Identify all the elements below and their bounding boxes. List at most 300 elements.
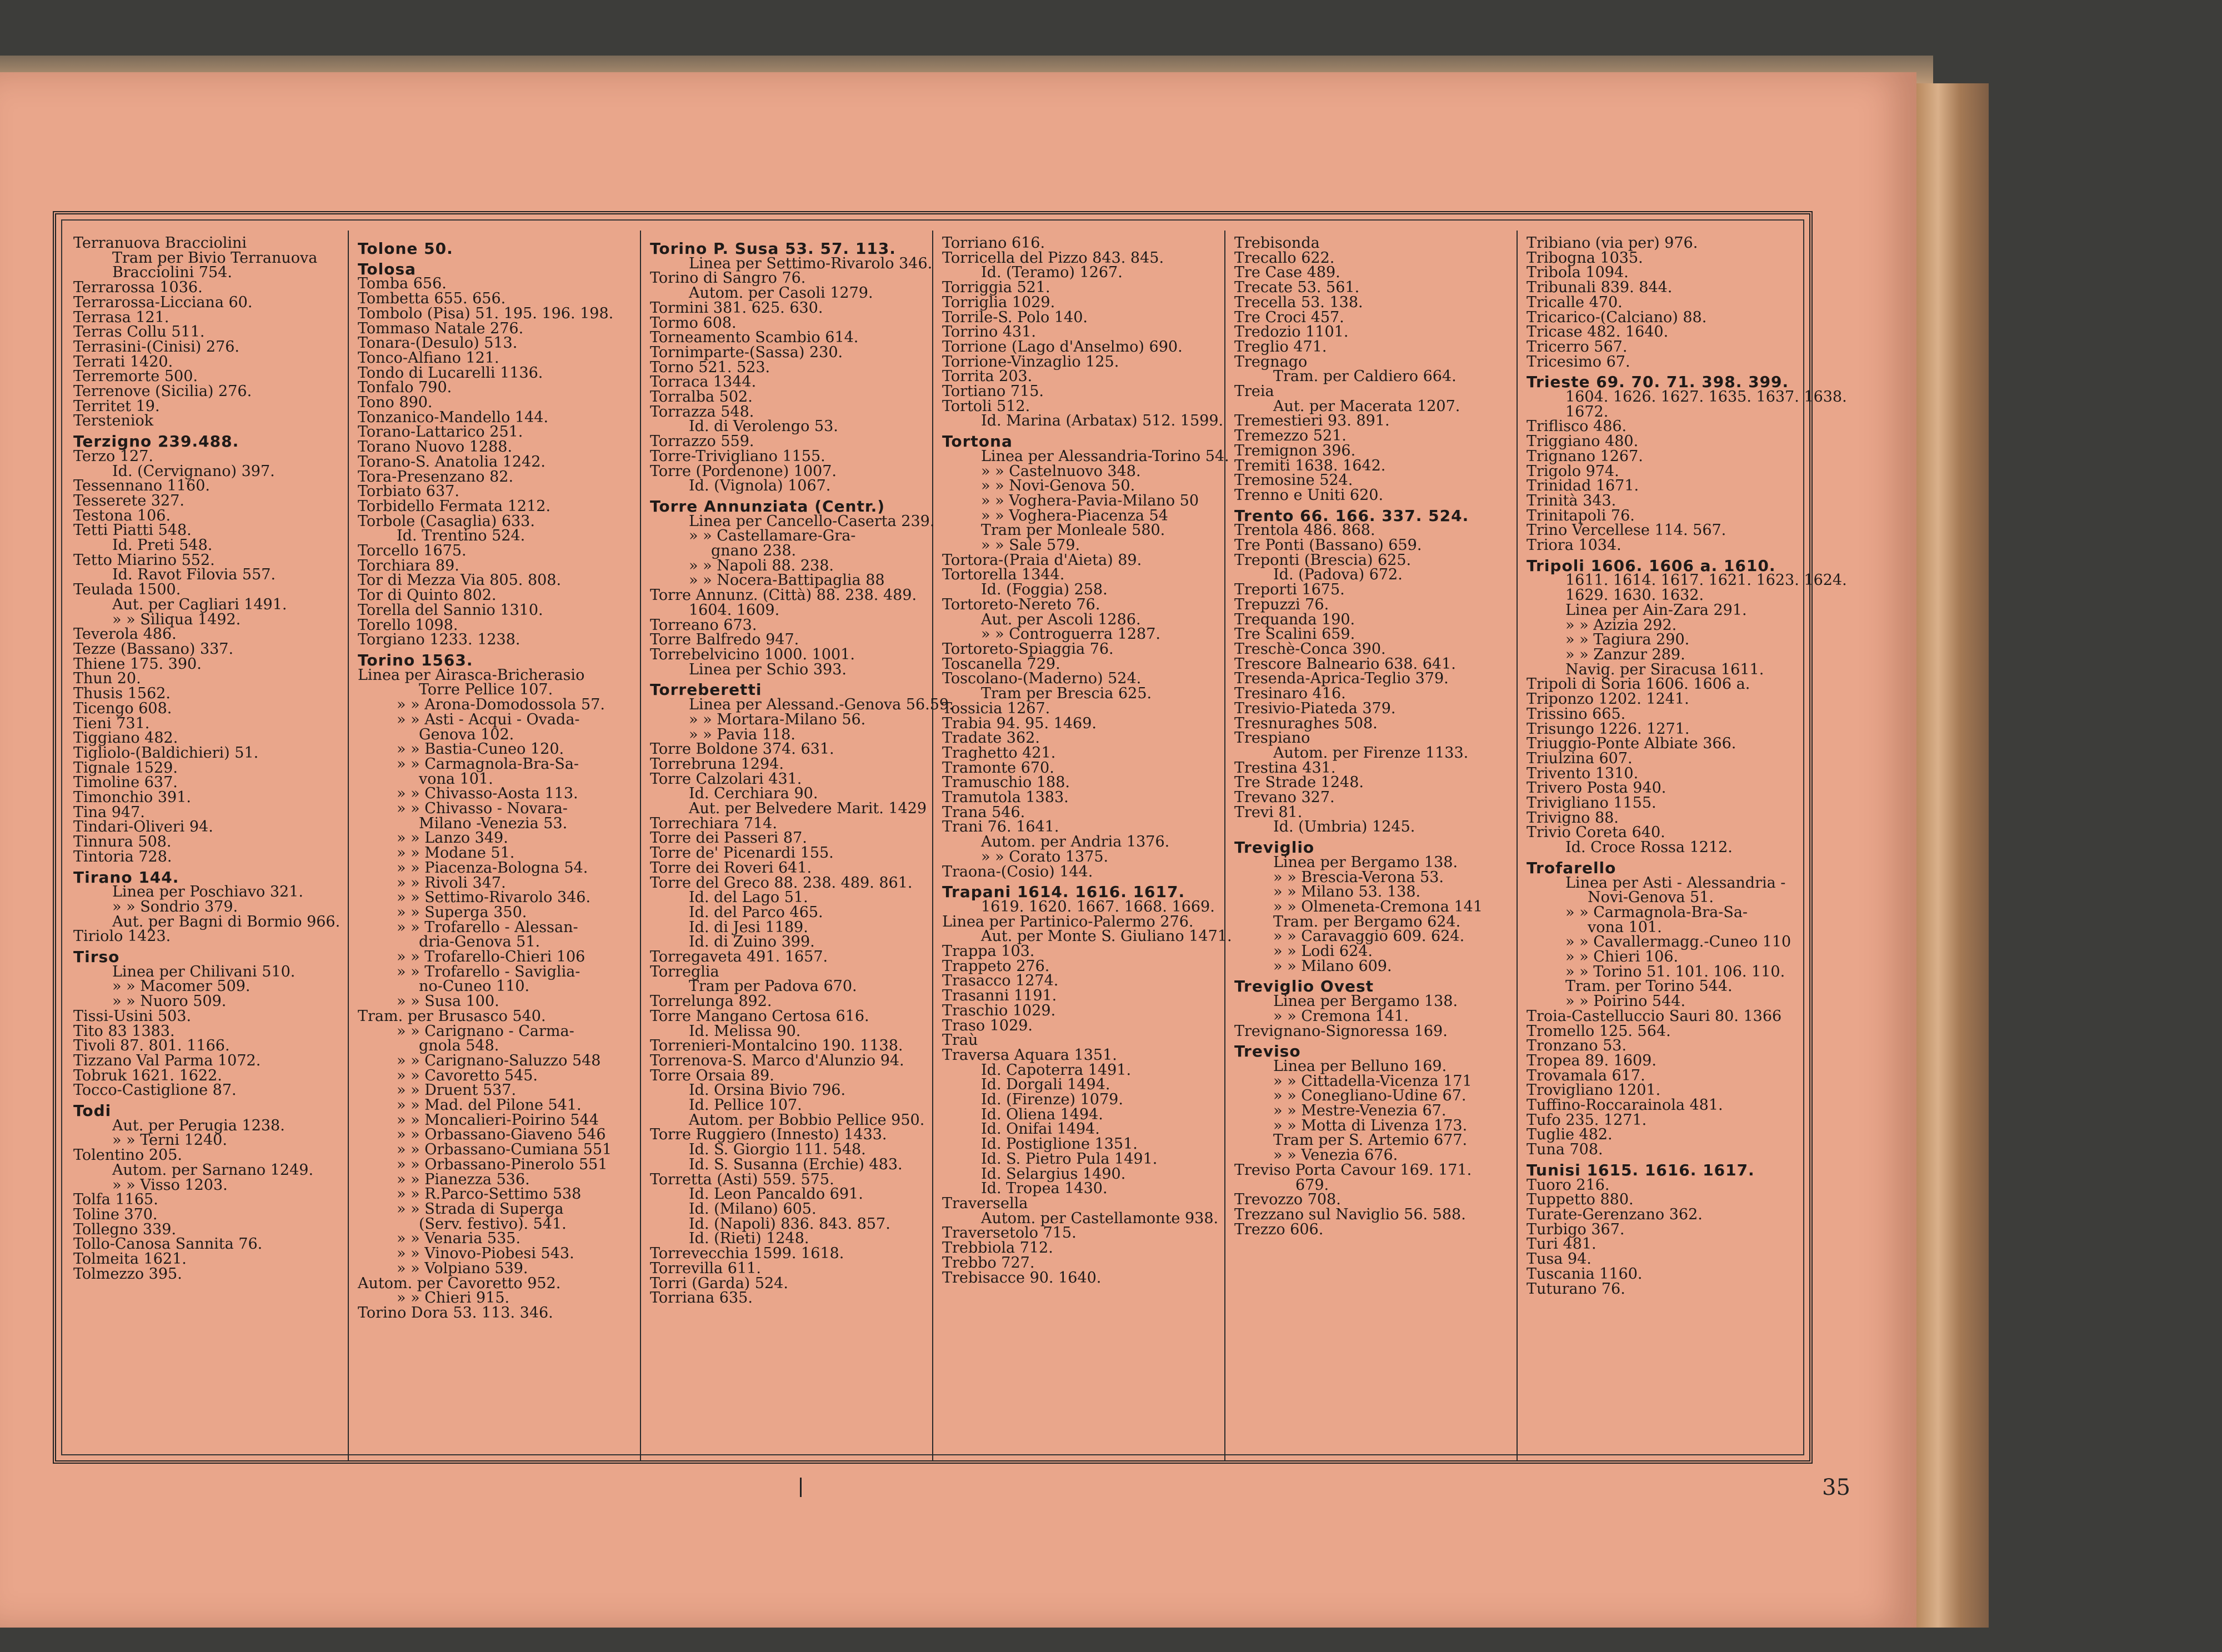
index-entry: Torraca 1344. <box>650 373 757 391</box>
index-entry: Tondo di Lucarelli 1136. <box>358 364 543 382</box>
index-entry: Id. (Milano) 605. <box>689 1200 817 1218</box>
index-entry: Linea per Settimo-Rivarolo 346. <box>689 254 933 272</box>
index-entry: Tina 947. <box>73 803 145 821</box>
index-entry: » » Cremona 141. <box>1273 1007 1409 1025</box>
index-entry: Torreano 673. <box>650 616 757 634</box>
index-entry: Id. (Foggia) 258. <box>981 581 1108 599</box>
index-entry: Torre-Trivigliano 1155. <box>650 447 825 465</box>
index-entry: Thun 20. <box>73 670 141 688</box>
index-entry: Linea per Schio 393. <box>689 660 847 678</box>
index-entry: Torre Boldone 374. 631. <box>650 740 834 758</box>
index-entry: » » Terni 1240. <box>112 1132 227 1149</box>
index-entry: Torrebelvicino 1000. 1001. <box>650 645 855 663</box>
index-entry: Id. Tropea 1430. <box>981 1180 1108 1198</box>
index-entry: » » Volpiano 539. <box>397 1259 528 1277</box>
index-entry: Trappeto 276. <box>942 957 1050 975</box>
index-entry: Timonchio 391. <box>73 789 191 807</box>
index-entry: » » Pavia 118. <box>689 725 795 743</box>
index-entry: Trecella 53. 138. <box>1234 293 1363 311</box>
index-entry: » » Cavoretto 545. <box>397 1067 538 1084</box>
index-entry: Traversella <box>942 1195 1028 1212</box>
index-entry: Terrasini-(Cinisi) 276. <box>73 338 240 356</box>
index-entry: Tram. per Caldiero 664. <box>1273 368 1457 386</box>
index-entry: Torano Nuovo 1288. <box>358 438 513 456</box>
index-entry: Toline 370. <box>73 1206 158 1223</box>
index-entry: Trequanda 190. <box>1234 610 1355 628</box>
index-entry: Tortoli 512. <box>942 397 1030 415</box>
index-entry: Torri (Garda) 524. <box>650 1274 788 1292</box>
index-entry: Torre Balfredo 947. <box>650 631 799 649</box>
index-heading: Treviglio <box>1234 838 1315 857</box>
index-entry: Trevignano-Signoressa 169. <box>1234 1022 1448 1040</box>
index-entry: Linea per Bergamo 138. <box>1273 993 1458 1010</box>
index-entry: Testona 106. <box>73 507 171 524</box>
index-entry: Trevi 81. <box>1234 803 1303 821</box>
index-entry: Id. Marina (Arbatax) 512. 1599. <box>981 412 1224 430</box>
index-entry: Tortoreto-Spiaggia 76. <box>942 640 1114 658</box>
index-entry: Torre dei Passeri 87. <box>650 829 807 847</box>
index-entry: Tropea 89. 1609. <box>1527 1052 1657 1069</box>
index-entry: » » Carmagnola-Bra-Sa- <box>397 755 579 773</box>
index-heading: Treviso <box>1234 1042 1301 1061</box>
index-entry: Tollegno 339. <box>73 1220 177 1238</box>
index-entry: Trezzo 606. <box>1234 1220 1324 1238</box>
index-entry: Trebisonda <box>1234 234 1320 252</box>
index-entry: Traschio 1029. <box>942 1002 1056 1019</box>
index-entry: Torino di Sangro 76. <box>650 269 806 287</box>
index-entry: Linea per Cancello-Caserta 239. <box>689 512 935 530</box>
index-heading: Tolone 50. <box>358 239 453 258</box>
index-entry: Tresenda-Aprica-Teglio 379. <box>1234 670 1449 688</box>
index-entry: Tremignon 396. <box>1234 442 1356 459</box>
index-entry: Torrenieri-Montalcino 190. 1138. <box>650 1037 903 1055</box>
index-entry: Tram. per Brusasco 540. <box>358 1007 546 1025</box>
index-entry: Tribola 1094. <box>1527 264 1629 282</box>
index-heading: Tirano 144. <box>73 868 179 887</box>
index-column-6 <box>1519 234 1847 1461</box>
index-entry: Torella del Sannio 1310. <box>358 601 543 619</box>
index-entry: » » Visso 1203. <box>112 1176 228 1194</box>
index-entry: Torre Ruggiero (Innesto) 1433. <box>650 1126 887 1144</box>
index-entry: Toscanella 729. <box>942 655 1060 673</box>
index-entry: Autom. per Casoli 1279. <box>689 284 873 302</box>
index-heading: Torino 1563. <box>358 650 473 669</box>
index-entry: Tribunali 839. 844. <box>1527 279 1673 297</box>
index-entry: » » Rivoli 347. <box>397 874 506 892</box>
index-entry: Torrione-Vinzaglio 125. <box>942 353 1119 371</box>
index-entry: » » Pianezza 536. <box>397 1170 530 1188</box>
index-heading: Torino P. Susa 53. 57. 113. <box>650 239 896 258</box>
index-entry: Aut. per Ascoli 1286. <box>981 610 1141 628</box>
index-entry: Tricase 482. 1640. <box>1527 323 1669 341</box>
column-divider <box>640 231 641 1461</box>
index-entry: Trasanni 1191. <box>942 987 1057 1005</box>
index-entry: Linea per Bergamo 138. <box>1273 853 1458 871</box>
index-entry: Tora-Presenzano 82. <box>358 468 514 485</box>
index-heading: Terzigno 239.488. <box>73 432 239 451</box>
index-entry: Tonara-(Desulo) 513. <box>358 334 518 352</box>
index-entry: Terzo 127. <box>73 447 153 465</box>
index-entry: » » Orbassano-Cumiana 551 <box>397 1141 612 1159</box>
index-entry: Tortorella 1344. <box>942 566 1065 584</box>
index-entry: Torregaveta 491. 1657. <box>650 948 828 966</box>
index-entry: Id. Oliena 1494. <box>981 1105 1103 1123</box>
index-entry: Linea per Ain-Zara 291. <box>1565 601 1747 619</box>
index-entry: Trani 76. 1641. <box>942 818 1059 836</box>
index-entry: Trigolo 974. <box>1527 462 1619 480</box>
index-entry: Torno 521. 523. <box>650 358 770 376</box>
index-entry: Tram. per Bergamo 624. <box>1273 913 1461 930</box>
index-entry: Linea per Alessand.-Genova 56.59. <box>689 696 954 714</box>
page-number: 35 <box>1822 1475 1850 1500</box>
index-entry: » » Conegliano-Udine 67. <box>1273 1087 1467 1105</box>
index-entry: Navig. per Siracusa 1611. <box>1565 660 1764 678</box>
index-entry: » » Motta di Livenza 173. <box>1273 1117 1468 1134</box>
index-entry: Trappa 103. <box>942 943 1035 960</box>
index-entry: Tramutola 1383. <box>942 789 1069 807</box>
index-entry: Tito 83 1383. <box>73 1022 175 1040</box>
index-entry: Torcello 1675. <box>358 542 467 560</box>
index-entry: Trivento 1310. <box>1527 764 1639 782</box>
index-entry: » » Azizia 292. <box>1565 616 1677 634</box>
index-entry: Trebbo 727. <box>942 1254 1035 1271</box>
index-entry: Tommaso Natale 276. <box>358 319 524 337</box>
index-entry: Trentola 486. 868. <box>1234 522 1375 539</box>
index-entry: Tuscania 1160. <box>1527 1265 1643 1283</box>
index-heading: Torre Annunziata (Centr.) <box>650 497 885 515</box>
index-entry: Id. Selargius 1490. <box>981 1165 1126 1183</box>
index-entry: Id. di Jesi 1189. <box>689 918 808 936</box>
index-entry: Tolentino 205. <box>73 1147 183 1164</box>
index-entry: » » Venezia 676. <box>1273 1147 1398 1164</box>
index-entry: » » Moncalieri-Poirino 544 <box>397 1111 599 1129</box>
index-entry: » » Sondrio 379. <box>112 898 238 915</box>
index-entry: Torbole (Casaglia) 633. <box>358 512 535 530</box>
index-entry: Tolmeita 1621. <box>73 1250 187 1268</box>
index-entry: Tuna 708. <box>1527 1141 1603 1159</box>
index-entry: Linea per Belluno 169. <box>1273 1057 1447 1075</box>
index-entry: Torino Dora 53. 113. 346. <box>358 1304 553 1321</box>
index-entry: Id. Croce Rossa 1212. <box>1565 839 1733 857</box>
index-entry: Tradate 362. <box>942 729 1040 747</box>
index-entry: Torre del Greco 88. 238. 489. 861. <box>650 874 913 892</box>
index-entry: Tuppetto 880. <box>1527 1191 1634 1209</box>
index-entry: Aut. per Belvedere Marit. 1429 <box>689 800 927 818</box>
index-entry: Traù <box>942 1032 978 1049</box>
index-entry: vona 101. <box>419 770 493 788</box>
index-entry: Linea per Chilivani 510. <box>112 963 296 980</box>
index-entry: Torneamento Scambio 614. <box>650 329 859 347</box>
index-entry: Ticengo 608. <box>73 699 172 717</box>
index-entry: Tram per Bivio Terranuova <box>112 249 318 267</box>
index-entry: Terrarossa 1036. <box>73 279 203 297</box>
index-entry: Tormini 381. 625. 630. <box>650 299 823 317</box>
index-entry: Torrino 431. <box>942 323 1036 341</box>
index-entry: » » Mortara-Milano 56. <box>689 710 866 728</box>
index-entry: Novi-Genova 51. <box>1588 889 1714 907</box>
index-entry: Teverola 486. <box>73 625 177 643</box>
index-entry: Torriana 635. <box>650 1289 753 1307</box>
index-entry: Tortiano 715. <box>942 383 1044 401</box>
index-entry: Tregnago <box>1234 353 1308 371</box>
index-entry: Trescore Balneario 638. 641. <box>1234 655 1456 673</box>
index-entry: Id. di Zuino 399. <box>689 933 815 951</box>
index-entry: Linea per Alessandria-Torino 54. <box>981 447 1229 465</box>
index-entry: » » Cavallermagg.-Cuneo 110 <box>1565 933 1791 951</box>
index-entry: dria-Genova 51. <box>419 933 541 951</box>
index-entry: » » Siliqua 1492. <box>112 610 241 628</box>
index-entry: Tivoli 87. 801. 1166. <box>73 1037 230 1055</box>
index-entry: Tramonte 670. <box>942 759 1054 777</box>
index-entry: Linea per Partinico-Palermo 276. <box>942 913 1194 930</box>
index-entry: Bracciolini 754. <box>112 264 232 282</box>
index-entry: Id. Onifai 1494. <box>981 1120 1100 1138</box>
index-entry: Tomba 656. <box>358 275 447 293</box>
index-entry: Tetti Piatti 548. <box>73 522 192 539</box>
index-entry: Tortoreto-Nereto 76. <box>942 595 1100 613</box>
index-entry: » » Mad. del Pilone 541. <box>397 1097 582 1114</box>
index-entry: » » Susa 100. <box>397 993 499 1010</box>
index-entry: Trebbiola 712. <box>942 1239 1053 1257</box>
index-entry: » » Piacenza-Bologna 54. <box>397 859 588 877</box>
index-entry: » » Voghera-Pavia-Milano 50 <box>981 492 1199 509</box>
index-entry: Tolfa 1165. <box>73 1191 158 1209</box>
index-entry: Trinitapoli 76. <box>1527 507 1635 524</box>
index-entry: Treponti (Brescia) 625. <box>1234 551 1412 569</box>
index-entry: Torre Annunz. (Città) 88. 238. 489. <box>650 587 917 604</box>
index-entry: Traona-(Cosio) 144. <box>942 863 1093 880</box>
index-entry: Triggiano 480. <box>1527 433 1639 450</box>
index-entry: Torrenova-S. Marco d'Alunzio 94. <box>650 1052 904 1069</box>
index-entry: Trevozzo 708. <box>1234 1191 1341 1209</box>
index-entry: » » Druent 537. <box>397 1082 517 1099</box>
index-entry: Teulada 1500. <box>73 581 181 599</box>
index-entry: Torbidello Fermata 1212. <box>358 497 551 515</box>
index-entry: » » Zanzur 289. <box>1565 645 1685 663</box>
index-entry: » » Novi-Genova 50. <box>981 477 1135 495</box>
index-entry: Terras Collu 511. <box>73 323 205 341</box>
index-entry: Tocco-Castiglione 87. <box>73 1082 237 1099</box>
index-entry: Treporti 1675. <box>1234 581 1345 599</box>
column-divider <box>1517 231 1518 1461</box>
index-entry: gnano 238. <box>711 542 797 560</box>
index-entry: Terrati 1420. <box>73 353 173 371</box>
index-entry: Torrita 203. <box>942 368 1033 386</box>
index-entry: Tromello 125. 564. <box>1527 1022 1671 1040</box>
index-entry: Tornimparte-(Sassa) 230. <box>650 343 843 361</box>
index-entry: Tre Case 489. <box>1234 264 1340 282</box>
index-entry: Territet 19. <box>73 397 160 415</box>
index-entry: Tigliolo-(Baldichieri) 51. <box>73 744 259 762</box>
index-entry: » » Poirino 544. <box>1565 993 1686 1010</box>
index-entry: Troia-Castelluccio Sauri 80. 1366 <box>1527 1007 1782 1025</box>
index-entry: Triora 1034. <box>1527 537 1622 554</box>
index-entry: Trestina 431. <box>1234 759 1336 777</box>
column-divider <box>348 231 349 1461</box>
index-entry: Tiggiano 482. <box>73 729 178 747</box>
index-entry: Trespiano <box>1234 729 1310 747</box>
index-entry: Autom. per Sarnano 1249. <box>112 1161 314 1179</box>
index-entry: Id. (Rieti) 1248. <box>689 1230 809 1248</box>
index-entry: Trinidad 1671. <box>1527 477 1639 495</box>
index-entry: » » Mestre-Venezia 67. <box>1273 1102 1447 1120</box>
index-entry: Id. Ravot Filovia 557. <box>112 566 276 584</box>
index-entry: Tono 890. <box>358 394 433 412</box>
index-entry: » » Cittadella-Vicenza 171 <box>1273 1072 1472 1090</box>
index-entry: 1619. 1620. 1667. 1668. 1669. <box>981 898 1215 915</box>
index-entry: Tindari-Oliveri 94. <box>73 818 213 836</box>
index-entry: Tonfalo 790. <box>358 379 452 397</box>
index-entry: Torano-Lattarico 251. <box>358 423 523 441</box>
index-entry: Tuturano 76. <box>1527 1280 1625 1298</box>
index-entry: Turbigo 367. <box>1527 1220 1625 1238</box>
index-entry: Torre Calzolari 431. <box>650 770 802 788</box>
index-heading: Trieste 69. 70. 71. 398. 399. <box>1527 373 1789 392</box>
index-entry: » » Chivasso - Novara- <box>397 800 568 818</box>
index-entry: Tremiti 1638. 1642. <box>1234 457 1386 474</box>
column-divider <box>932 231 933 1461</box>
index-entry: Triuggio-Ponte Albiate 366. <box>1527 735 1736 753</box>
index-entry: Torrevecchia 1599. 1618. <box>650 1245 844 1263</box>
index-entry: Milano -Venezia 53. <box>419 814 568 832</box>
index-entry: Id. Leon Pancaldo 691. <box>689 1185 863 1203</box>
index-entry: Tetto Miarino 552. <box>73 551 215 569</box>
index-entry: Torano-S. Anatolia 1242. <box>358 453 546 470</box>
index-entry: Autom. per Firenze 1133. <box>1273 744 1469 762</box>
index-entry: Treglio 471. <box>1234 338 1327 356</box>
book-page-edge <box>1916 83 1989 1628</box>
index-entry: Tram per Padova 670. <box>689 978 857 995</box>
index-entry: » » Carignano - Carma- <box>397 1022 574 1040</box>
index-entry: Id. Dorgali 1494. <box>981 1076 1110 1094</box>
index-entry: Aut. per Macerata 1207. <box>1273 397 1460 415</box>
index-entry: Tredozio 1101. <box>1234 323 1349 341</box>
index-column-3 <box>642 236 954 1461</box>
index-entry: Trezzano sul Naviglio 56. 588. <box>1234 1206 1466 1223</box>
index-entry: Tormo 608. <box>650 314 737 332</box>
index-entry: (Serv. festivo). 541. <box>419 1215 567 1233</box>
index-entry: Id. Pellice 107. <box>689 1097 802 1114</box>
index-entry: Torbiato 637. <box>358 483 459 500</box>
index-entry: Torre de' Picenardi 155. <box>650 844 834 862</box>
index-entry: Genova 102. <box>419 725 514 743</box>
index-entry: Linea per Poschiavo 321. <box>112 883 303 901</box>
index-entry: Tersteniok <box>73 412 154 430</box>
index-column-2 <box>350 236 627 1461</box>
index-entry: Terrarossa-Licciana 60. <box>73 293 253 311</box>
index-entry: Terrasa 121. <box>73 308 169 326</box>
index-entry: Triponzo 1202. 1241. <box>1527 690 1689 708</box>
index-entry: Tonco-Alfiano 121. <box>358 349 499 367</box>
index-entry: Tezze (Bassano) 337. <box>73 640 234 658</box>
index-entry: » » Napoli 88. 238. <box>689 557 834 574</box>
index-entry: Torrechiara 714. <box>650 814 777 832</box>
index-entry: Tram per Brescia 625. <box>981 685 1152 703</box>
index-entry: Tolmezzo 395. <box>73 1265 182 1283</box>
index-entry: Tram. per Torino 544. <box>1565 978 1733 995</box>
index-entry: Trissino 665. <box>1527 705 1626 723</box>
index-entry: Tricerro 567. <box>1527 338 1628 356</box>
index-entry: Terrenove (Sicilia) 276. <box>73 383 252 401</box>
index-entry: Traghetto 421. <box>942 744 1056 762</box>
index-entry: 1611. 1614. 1617. 1621. 1623. 1624. <box>1565 572 1847 589</box>
index-entry: » » Strada di Superga <box>397 1200 564 1218</box>
index-heading: Torreberetti <box>650 680 762 699</box>
index-entry: Treschè-Conca 390. <box>1234 640 1386 658</box>
index-heading: Tortona <box>942 432 1013 451</box>
index-entry: Tossicia 1267. <box>942 699 1050 717</box>
index-entry: » » Arona-Domodossola 57. <box>397 696 605 714</box>
index-heading: Trento 66. 166. 337. 524. <box>1234 506 1469 525</box>
index-entry: Torre Orsaia 89. <box>650 1067 774 1084</box>
index-entry: Tricalle 470. <box>1527 293 1623 311</box>
index-entry: Id. Capoterra 1491. <box>981 1061 1132 1079</box>
index-entry: Traso 1029. <box>942 1017 1033 1034</box>
index-entry: Treviso Porta Cavour 169. 171. <box>1234 1161 1472 1179</box>
index-entry: Tre Strade 1248. <box>1234 774 1364 792</box>
index-entry: Tintoria 728. <box>73 848 172 865</box>
index-entry: » » Settimo-Rivarolo 346. <box>397 889 591 907</box>
index-entry: Torre Mangano Certosa 616. <box>650 1007 869 1025</box>
index-entry: » » Trofarello-Chieri 106 <box>397 948 585 966</box>
index-entry: » » Vinovo-Piobesi 543. <box>397 1245 574 1263</box>
index-entry: Tignale 1529. <box>73 759 178 777</box>
index-entry: » » Carmagnola-Bra-Sa- <box>1565 903 1748 921</box>
index-entry: » » Orbassano-Giaveno 546 <box>397 1126 606 1144</box>
index-entry: Torrazzo 559. <box>650 433 754 450</box>
index-entry: Autom. per Castellamonte 938. <box>981 1209 1219 1227</box>
index-entry: » » Nocera-Battipaglia 88 <box>689 572 885 589</box>
index-heading: Todi <box>73 1102 112 1120</box>
index-entry: Trivio Coreta 640. <box>1527 824 1665 842</box>
index-entry: Torre Pellice 107. <box>419 681 553 699</box>
index-entry: Trovamala 617. <box>1527 1067 1645 1084</box>
index-heading: Tirso <box>73 948 120 967</box>
index-entry: Tombolo (Pisa) 51. 195. 196. 198. <box>358 304 614 322</box>
index-entry: Id. S. Giorgio 111. 548. <box>689 1141 866 1159</box>
index-entry: Turate-Gerenzano 362. <box>1527 1206 1703 1223</box>
index-entry: Trecate 53. 561. <box>1234 279 1360 297</box>
index-entry: Torrile-S. Polo 140. <box>942 308 1088 326</box>
index-entry: Treia <box>1234 383 1274 401</box>
index-entry: » » Castellamare-Gra- <box>689 527 856 545</box>
index-entry: vona 101. <box>1588 918 1662 936</box>
index-entry: » » Milano 53. 138. <box>1273 883 1421 901</box>
index-entry: » » Voghera-Piacenza 54 <box>981 507 1168 524</box>
index-entry: Timoline 637. <box>73 774 178 792</box>
index-entry: Id. (Firenze) 1079. <box>981 1091 1123 1109</box>
index-entry: Terremorte 500. <box>73 368 198 386</box>
index-entry: Tollo-Canosa Sannita 76. <box>73 1235 263 1253</box>
index-column-4 <box>934 234 1232 1461</box>
index-heading: Treviglio Ovest <box>1234 977 1374 996</box>
index-entry: Torchiara 89. <box>358 557 459 574</box>
index-entry: » » Chieri 915. <box>397 1289 510 1307</box>
index-entry: Traversa Aquara 1351. <box>942 1046 1117 1064</box>
index-entry: Trenno e Uniti 620. <box>1234 486 1384 504</box>
index-entry: Torreglia <box>650 963 719 980</box>
index-entry: Torricella del Pizzo 843. 845. <box>942 249 1164 267</box>
index-entry: Tor di Quinto 802. <box>358 587 497 604</box>
center-tick-mark <box>800 1478 802 1497</box>
index-entry: Trecallo 622. <box>1234 249 1335 267</box>
index-heading: Trapani 1614. 1616. 1617. <box>942 883 1185 902</box>
index-entry: » » Modane 51. <box>397 844 515 862</box>
index-entry: Id. Cerchiara 90. <box>689 785 818 803</box>
index-entry: Trivigliano 1155. <box>1527 794 1657 812</box>
index-entry: Id. S. Pietro Pula 1491. <box>981 1150 1158 1168</box>
index-entry: Id. (Napoli) 836. 843. 857. <box>689 1215 890 1233</box>
